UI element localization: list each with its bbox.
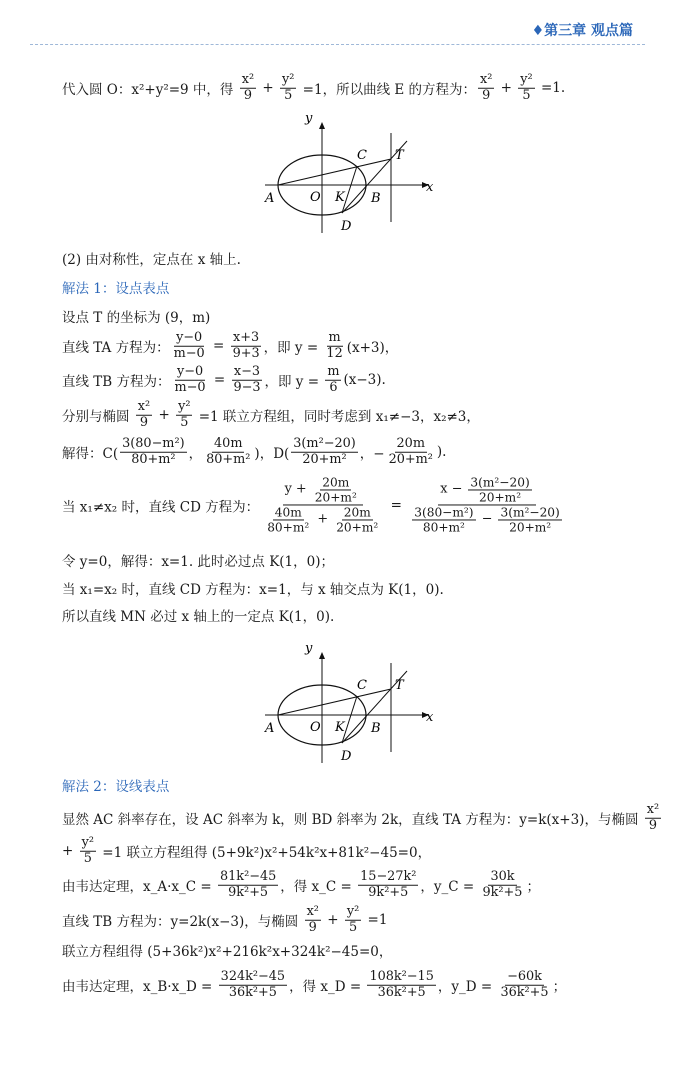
denominator (507, 521, 553, 535)
fraction (518, 73, 534, 104)
text-segment: = (208, 338, 229, 354)
denominator (129, 453, 177, 468)
text-segment: (x−3). (343, 372, 386, 388)
text-segment: 81k²−45 (220, 868, 277, 884)
numerator (212, 437, 244, 453)
fraction (280, 73, 296, 104)
label-D: D (341, 219, 352, 234)
numerator (478, 73, 494, 89)
fraction (478, 73, 494, 104)
text-segment: 当 x₁≠x₂ 时，直线 CD 方程为： (62, 499, 260, 515)
text-segment: 解得：C( (62, 446, 119, 462)
fraction (313, 475, 359, 504)
text-segment: 20m (396, 435, 425, 451)
text-segment: 15−27k² (360, 868, 417, 884)
fraction (498, 970, 550, 1001)
text-segment: 直线 TB 方程为：y=2k(x−3)，与椭圆 (62, 914, 303, 930)
text-segment: ； (526, 879, 540, 895)
fraction (261, 475, 384, 534)
text-segment: + (154, 407, 175, 423)
text-segment: ，得 x_C = (280, 879, 357, 895)
solution-heading-2 (62, 775, 169, 795)
text-segment: 代入圆 O：x²+y²=9 中，得 (62, 82, 238, 98)
fraction (498, 506, 561, 535)
numerator (218, 870, 278, 886)
numerator (412, 506, 475, 521)
fraction (172, 331, 207, 362)
label-C: C (357, 678, 367, 693)
text-segment: + (62, 843, 78, 859)
numerator (80, 836, 96, 852)
label-x: x (426, 710, 434, 725)
label-B: B (371, 191, 381, 206)
numerator (505, 970, 544, 986)
text-segment: 80+m² (267, 520, 310, 535)
numerator (174, 331, 204, 347)
numerator (120, 437, 186, 453)
text-segment: 设点 T 的坐标为 (9，m) (62, 310, 211, 326)
text-segment: = (209, 372, 230, 388)
denominator (481, 886, 525, 901)
text-segment: x² (241, 71, 255, 87)
line-AT (278, 689, 391, 715)
text-segment: =1，所以曲线 E 的方程为： (298, 82, 477, 98)
fraction (345, 905, 361, 936)
text-segment: 联立方程组得 (5+36k²)x²+216k²x+324k²−45=0， (62, 944, 393, 960)
fraction (120, 437, 186, 468)
text-segment: 5 (348, 919, 358, 935)
text-segment: + (258, 80, 278, 96)
text-segment: 9−3 (233, 379, 261, 395)
denominator (498, 986, 550, 1001)
text-segment: 解法 1：设点表点 (62, 281, 170, 297)
denominator (480, 89, 492, 104)
text-segment: ，− (359, 446, 385, 462)
denominator (300, 453, 348, 468)
label-T: T (395, 148, 404, 163)
header-divider (30, 44, 645, 45)
text-segment: 20+m² (509, 520, 552, 535)
text-segment: m (328, 329, 341, 345)
denominator (366, 886, 410, 901)
denominator (324, 347, 344, 362)
denominator (282, 89, 294, 104)
fraction (231, 331, 262, 362)
text-line (62, 73, 565, 104)
fraction (481, 870, 525, 901)
text-segment: 由韦达定理，x_B·x_D = (62, 979, 217, 995)
text-segment: x² (480, 71, 493, 87)
label-C: C (357, 148, 367, 163)
text-segment: 3(80−m²) (414, 505, 474, 520)
text-segment: ，即 y = (264, 374, 324, 390)
text-segment: 当 x₁=x₂ 时，直线 CD 方程为：x=1，与 x 轴交点为 K(1，0). (62, 582, 444, 598)
denominator (387, 453, 435, 468)
text-segment: 20+m² (314, 490, 357, 505)
label-A: A (265, 191, 275, 206)
denominator (307, 921, 319, 936)
text-segment: 5 (284, 87, 293, 103)
denominator (520, 89, 532, 104)
numerator (136, 400, 152, 416)
numerator (325, 365, 341, 381)
denominator (647, 819, 659, 834)
text-segment: x² (137, 398, 151, 414)
fraction (367, 970, 435, 1001)
fraction (80, 836, 96, 867)
numerator (219, 970, 287, 986)
numerator (327, 331, 343, 347)
numerator (280, 73, 296, 89)
text-segment: ，即 y = (263, 340, 323, 356)
text-segment: (x+3)， (346, 340, 399, 356)
text-line (62, 248, 241, 268)
text-segment: 所以直线 MN 必过 x 轴上的一定点 K(1，0). (62, 609, 335, 625)
numerator (518, 73, 534, 89)
text-segment: 9 (139, 414, 149, 430)
text-line (62, 870, 540, 901)
text-segment: 36k²+5 (377, 984, 426, 1000)
text-segment: 直线 TB 方程为： (62, 374, 171, 390)
text-segment: 9k²+5 (482, 884, 523, 900)
label-D: D (341, 749, 352, 764)
text-segment: ，y_C = (420, 879, 479, 895)
text-segment: 12 (326, 345, 343, 361)
denominator (226, 886, 270, 901)
text-segment: m−0 (173, 345, 205, 361)
denominator (82, 852, 94, 867)
text-segment: 20+m² (336, 520, 379, 535)
text-segment: − (477, 511, 497, 527)
fraction (334, 506, 380, 535)
fraction (291, 437, 357, 468)
numerator (345, 905, 361, 921)
label-y: y (305, 111, 313, 126)
text-segment: 40m (274, 505, 302, 520)
denominator (477, 490, 523, 504)
numerator (291, 437, 357, 453)
label-O: O (310, 720, 321, 735)
denominator (173, 381, 208, 396)
numerator (342, 506, 373, 521)
text-segment: 9k²+5 (228, 884, 269, 900)
denominator (376, 986, 428, 1001)
chapter-header: ♦第三章 观点篇 (531, 23, 633, 39)
label-y: y (305, 641, 313, 656)
numerator (438, 475, 535, 505)
text-line (62, 400, 480, 431)
denominator (421, 521, 467, 535)
text-segment: x−3 (233, 363, 261, 379)
text-line (62, 836, 431, 867)
numerator (175, 365, 205, 381)
text-segment: y² (81, 834, 94, 850)
text-segment: y−0 (176, 329, 203, 345)
text-segment: 由韦达定理，x_A·x_C = (62, 879, 216, 895)
denominator (231, 347, 262, 362)
text-segment: ，得 x_D = (289, 979, 366, 995)
text-segment: y² (520, 71, 533, 87)
numerator (498, 506, 561, 521)
fraction (136, 400, 152, 431)
text-segment: 80+m² (206, 451, 251, 467)
solution-heading-1 (62, 277, 169, 297)
text-segment: 3(80−m²) (122, 435, 185, 451)
text-segment: 80+m² (422, 520, 465, 535)
fraction (412, 506, 475, 535)
label-K: K (335, 190, 345, 205)
text-segment: y + (284, 481, 311, 497)
text-segment: + (496, 80, 517, 96)
text-segment: (2) 由对称性，定点在 x 轴上. (62, 252, 241, 268)
text-segment: m−0 (174, 379, 206, 395)
denominator (204, 453, 252, 468)
line-AT (278, 159, 391, 185)
numerator (468, 475, 531, 490)
text-segment: 36k²+5 (500, 984, 549, 1000)
text-segment: 9k²+5 (368, 884, 409, 900)
fraction (204, 437, 252, 468)
text-line (62, 605, 334, 625)
text-segment: 40m (214, 435, 243, 451)
denominator (178, 416, 190, 431)
text-line (62, 940, 392, 960)
text-line (62, 437, 446, 468)
denominator (231, 381, 262, 396)
text-segment: 20+m² (302, 451, 347, 467)
text-segment: 6 (329, 379, 338, 395)
fraction (325, 365, 341, 396)
text-segment: x² (306, 903, 319, 919)
fraction (358, 870, 418, 901)
text-segment: 20+m² (479, 490, 522, 505)
text-segment: )，D( (254, 446, 290, 462)
fraction (240, 73, 256, 104)
numerator (273, 506, 304, 521)
ellipse-figure-1 (250, 105, 440, 240)
text-segment: 分别与椭圆 (62, 409, 134, 425)
text-line (62, 306, 210, 326)
denominator (327, 381, 339, 396)
text-line (62, 970, 566, 1001)
text-line (62, 803, 663, 834)
numerator (176, 400, 192, 416)
text-segment: 80+m² (131, 451, 176, 467)
text-segment: 3(m²−20) (500, 505, 560, 520)
fraction (173, 365, 208, 396)
text-segment: 20+m² (388, 451, 433, 467)
denominator (265, 521, 311, 535)
text-segment: 解法 2：设线表点 (62, 779, 170, 795)
numerator (283, 475, 363, 505)
fraction (324, 331, 344, 362)
text-segment: 30k (490, 868, 515, 884)
text-segment: = (386, 497, 407, 513)
text-segment: 显然 AC 斜率存在，设 AC 斜率为 k，则 BD 斜率为 2k，直线 TA 方程为：y=k(x+3)，与椭圆 (62, 812, 643, 828)
text-segment: 20m (322, 475, 350, 490)
fraction (176, 400, 192, 431)
text-segment: 108k²−15 (369, 968, 434, 984)
denominator (408, 506, 566, 535)
text-segment: 9 (648, 817, 658, 833)
text-segment: ，y_D = (437, 979, 497, 995)
text-line (62, 475, 568, 534)
numerator (305, 905, 321, 921)
label-x: x (426, 180, 434, 195)
text-segment: + (313, 511, 333, 527)
denominator (313, 490, 359, 504)
label-T: T (395, 678, 404, 693)
label-B: B (371, 721, 381, 736)
denominator (172, 347, 207, 362)
text-segment: 9 (308, 919, 317, 935)
denominator (138, 416, 150, 431)
text-segment: y−0 (176, 363, 204, 379)
label-A: A (265, 721, 275, 736)
text-segment: −60k (507, 968, 542, 984)
fraction (468, 475, 531, 504)
text-segment: 20m (343, 505, 371, 520)
text-line (62, 550, 334, 570)
text-segment: x² (646, 801, 660, 817)
text-segment: x − (440, 481, 467, 497)
text-segment: =1 联立方程组得 (5+9k²)x²+54k²x+81k²−45=0， (97, 845, 432, 861)
text-line (62, 365, 386, 396)
text-segment: 3(m²−20) (293, 435, 356, 451)
text-segment: ， (188, 446, 203, 462)
numerator (232, 365, 262, 381)
text-segment: 9 (243, 87, 252, 103)
label-K: K (335, 720, 345, 735)
text-segment: 9+3 (232, 345, 260, 361)
text-segment: ； (552, 979, 567, 995)
text-segment: 直线 TA 方程为： (62, 340, 170, 356)
numerator (231, 331, 261, 347)
denominator (227, 986, 279, 1001)
text-segment: 36k²+5 (228, 984, 277, 1000)
label-O: O (310, 190, 321, 205)
text-line (62, 905, 387, 936)
text-segment: =1 (363, 912, 388, 928)
text-segment: 324k²−45 (220, 968, 286, 984)
fraction (265, 506, 311, 535)
fraction (305, 905, 321, 936)
numerator (320, 475, 351, 490)
text-segment: + (322, 912, 343, 928)
ellipse-figure-2 (250, 635, 440, 770)
text-segment: 3(m²−20) (470, 475, 530, 490)
numerator (488, 870, 516, 886)
text-segment: y² (178, 398, 191, 414)
denominator (334, 521, 380, 535)
text-segment: m (327, 363, 340, 379)
fraction (408, 475, 566, 534)
denominator (261, 506, 384, 535)
text-segment: 5 (522, 87, 531, 103)
numerator (367, 970, 435, 986)
text-line (62, 578, 444, 598)
text-segment: x+3 (233, 329, 260, 345)
fraction (645, 803, 661, 834)
text-segment: 9 (482, 87, 491, 103)
fraction (219, 970, 287, 1001)
text-segment: =1 联立方程组，同时考虑到 x₁≠−3，x₂≠3， (194, 409, 480, 425)
fraction (218, 870, 278, 901)
denominator (242, 89, 254, 104)
text-line (62, 331, 398, 362)
numerator (395, 437, 427, 453)
denominator (347, 921, 359, 936)
text-segment: ). (436, 444, 447, 460)
fraction (231, 365, 262, 396)
text-segment: 5 (180, 414, 189, 430)
text-segment: =1. (536, 80, 566, 96)
text-segment: y² (282, 71, 295, 87)
fraction (387, 437, 435, 468)
numerator (645, 803, 661, 819)
numerator (240, 73, 256, 89)
text-segment: 5 (83, 850, 92, 866)
numerator (358, 870, 418, 886)
text-segment: y² (346, 903, 360, 919)
text-segment: 令 y=0，解得：x=1. 此时必过点 K(1，0)； (62, 554, 335, 570)
